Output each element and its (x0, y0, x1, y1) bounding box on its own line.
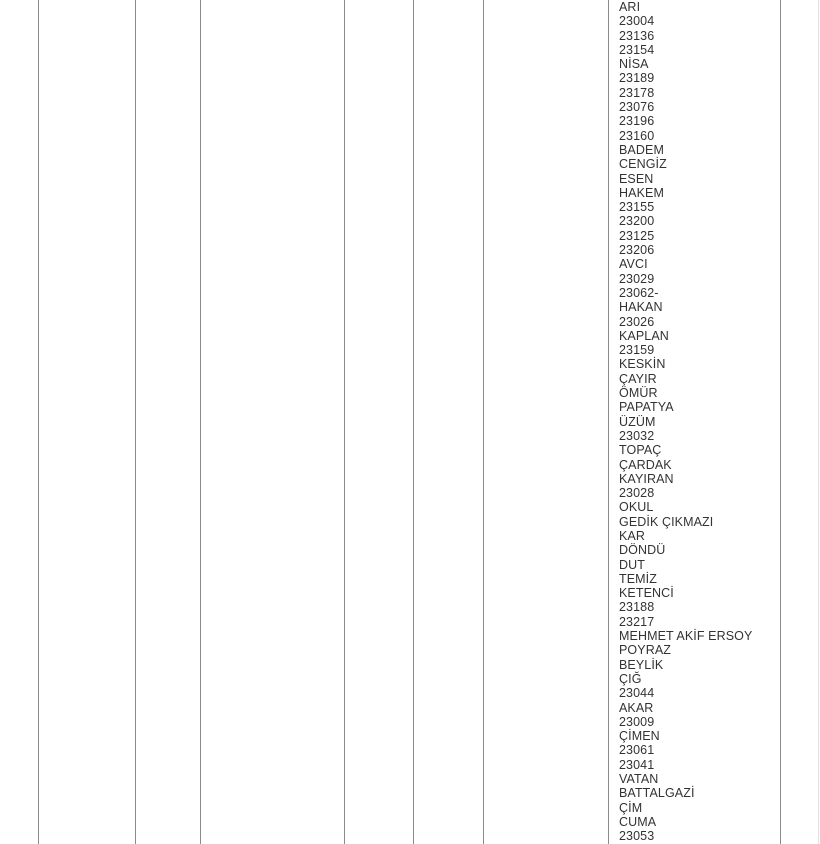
street-list-item: 23029 (619, 271, 655, 286)
street-list-item: 23206 (619, 243, 655, 258)
column-border (135, 0, 136, 844)
street-list-cell (619, 0, 779, 844)
street-list-item: AVCI (619, 257, 648, 272)
street-list-item: 23159 (619, 343, 655, 358)
street-list-item: 23026 (619, 314, 655, 329)
column-border (38, 0, 39, 844)
street-list-item: VATAN (619, 772, 659, 787)
street-list-item: BATTALGAZİ (619, 786, 695, 801)
street-list-item: ÇAYIR (619, 371, 657, 386)
street-list-item: ÇARDAK (619, 457, 672, 472)
street-list-item: ÜZÜM (619, 414, 656, 429)
street-list-item: OKUL (619, 500, 654, 515)
street-list-item: DÖNDÜ (619, 543, 666, 558)
column-border (413, 0, 414, 844)
street-list-item: AKAR (619, 700, 654, 715)
street-list-item: 23053 (619, 829, 655, 844)
street-list-item: 23155 (619, 200, 655, 215)
street-list-item: ARI (619, 0, 641, 14)
street-list-item: KETENCİ (619, 586, 674, 601)
street-list-item: 23136 (619, 28, 655, 43)
street-list-item: 23009 (619, 714, 655, 729)
street-list-item: 23189 (619, 71, 655, 86)
street-list-item: ÇİM (619, 800, 643, 815)
street-list-item: KAR (619, 528, 646, 543)
street-list-item: 23004 (619, 14, 655, 29)
column-border (344, 0, 345, 844)
street-list-item: CUMA (619, 814, 657, 829)
street-list-item: 23217 (619, 614, 655, 629)
street-list-item: ÇİMEN (619, 729, 660, 744)
street-list-item: 23044 (619, 686, 655, 701)
street-list-item: DUT (619, 557, 645, 572)
street-list-item: 23061 (619, 743, 655, 758)
street-list-item: TEMİZ (619, 571, 657, 586)
street-list-item: PAPATYA (619, 400, 674, 415)
street-list-item: 23196 (619, 114, 655, 129)
street-list-item: ÇIĞ (619, 671, 642, 686)
street-list-item: POYRAZ (619, 643, 671, 658)
street-list-item: KAPLAN (619, 328, 669, 343)
column-border (200, 0, 201, 844)
street-list-item: HAKAN (619, 300, 663, 315)
page-edge-border (818, 0, 819, 844)
street-list-item: 23028 (619, 486, 655, 501)
street-list-item: ESEN (619, 171, 654, 186)
street-list-item: 23188 (619, 600, 655, 615)
street-list-item: KAYIRAN (619, 471, 674, 486)
street-list-item: 23178 (619, 85, 655, 100)
street-list-item: 23154 (619, 42, 655, 57)
street-list-item: NİSA (619, 57, 649, 72)
street-list-item: ÖMÜR (619, 386, 658, 401)
street-list-item: 23076 (619, 100, 655, 115)
street-list-item: MEHMET AKİF ERSOY (619, 629, 753, 644)
street-list-item: BEYLİK (619, 657, 664, 672)
street-list-item: CENGİZ (619, 157, 667, 172)
street-list-item: 23125 (619, 228, 655, 243)
column-border (608, 0, 609, 844)
column-border (780, 0, 781, 844)
street-list-item: 23160 (619, 128, 655, 143)
street-list-item: BADEM (619, 142, 664, 157)
street-list-item: KESKİN (619, 357, 666, 372)
street-list-item: TOPAÇ (619, 443, 662, 458)
street-list-item: 23032 (619, 428, 655, 443)
street-list-item: 23062- (619, 285, 659, 300)
column-border (483, 0, 484, 844)
street-list-item: 23200 (619, 214, 655, 229)
street-list-item: HAKEM (619, 185, 664, 200)
street-list-item: 23041 (619, 757, 655, 772)
street-list-item: GEDİK ÇIKMAZI (619, 514, 714, 529)
